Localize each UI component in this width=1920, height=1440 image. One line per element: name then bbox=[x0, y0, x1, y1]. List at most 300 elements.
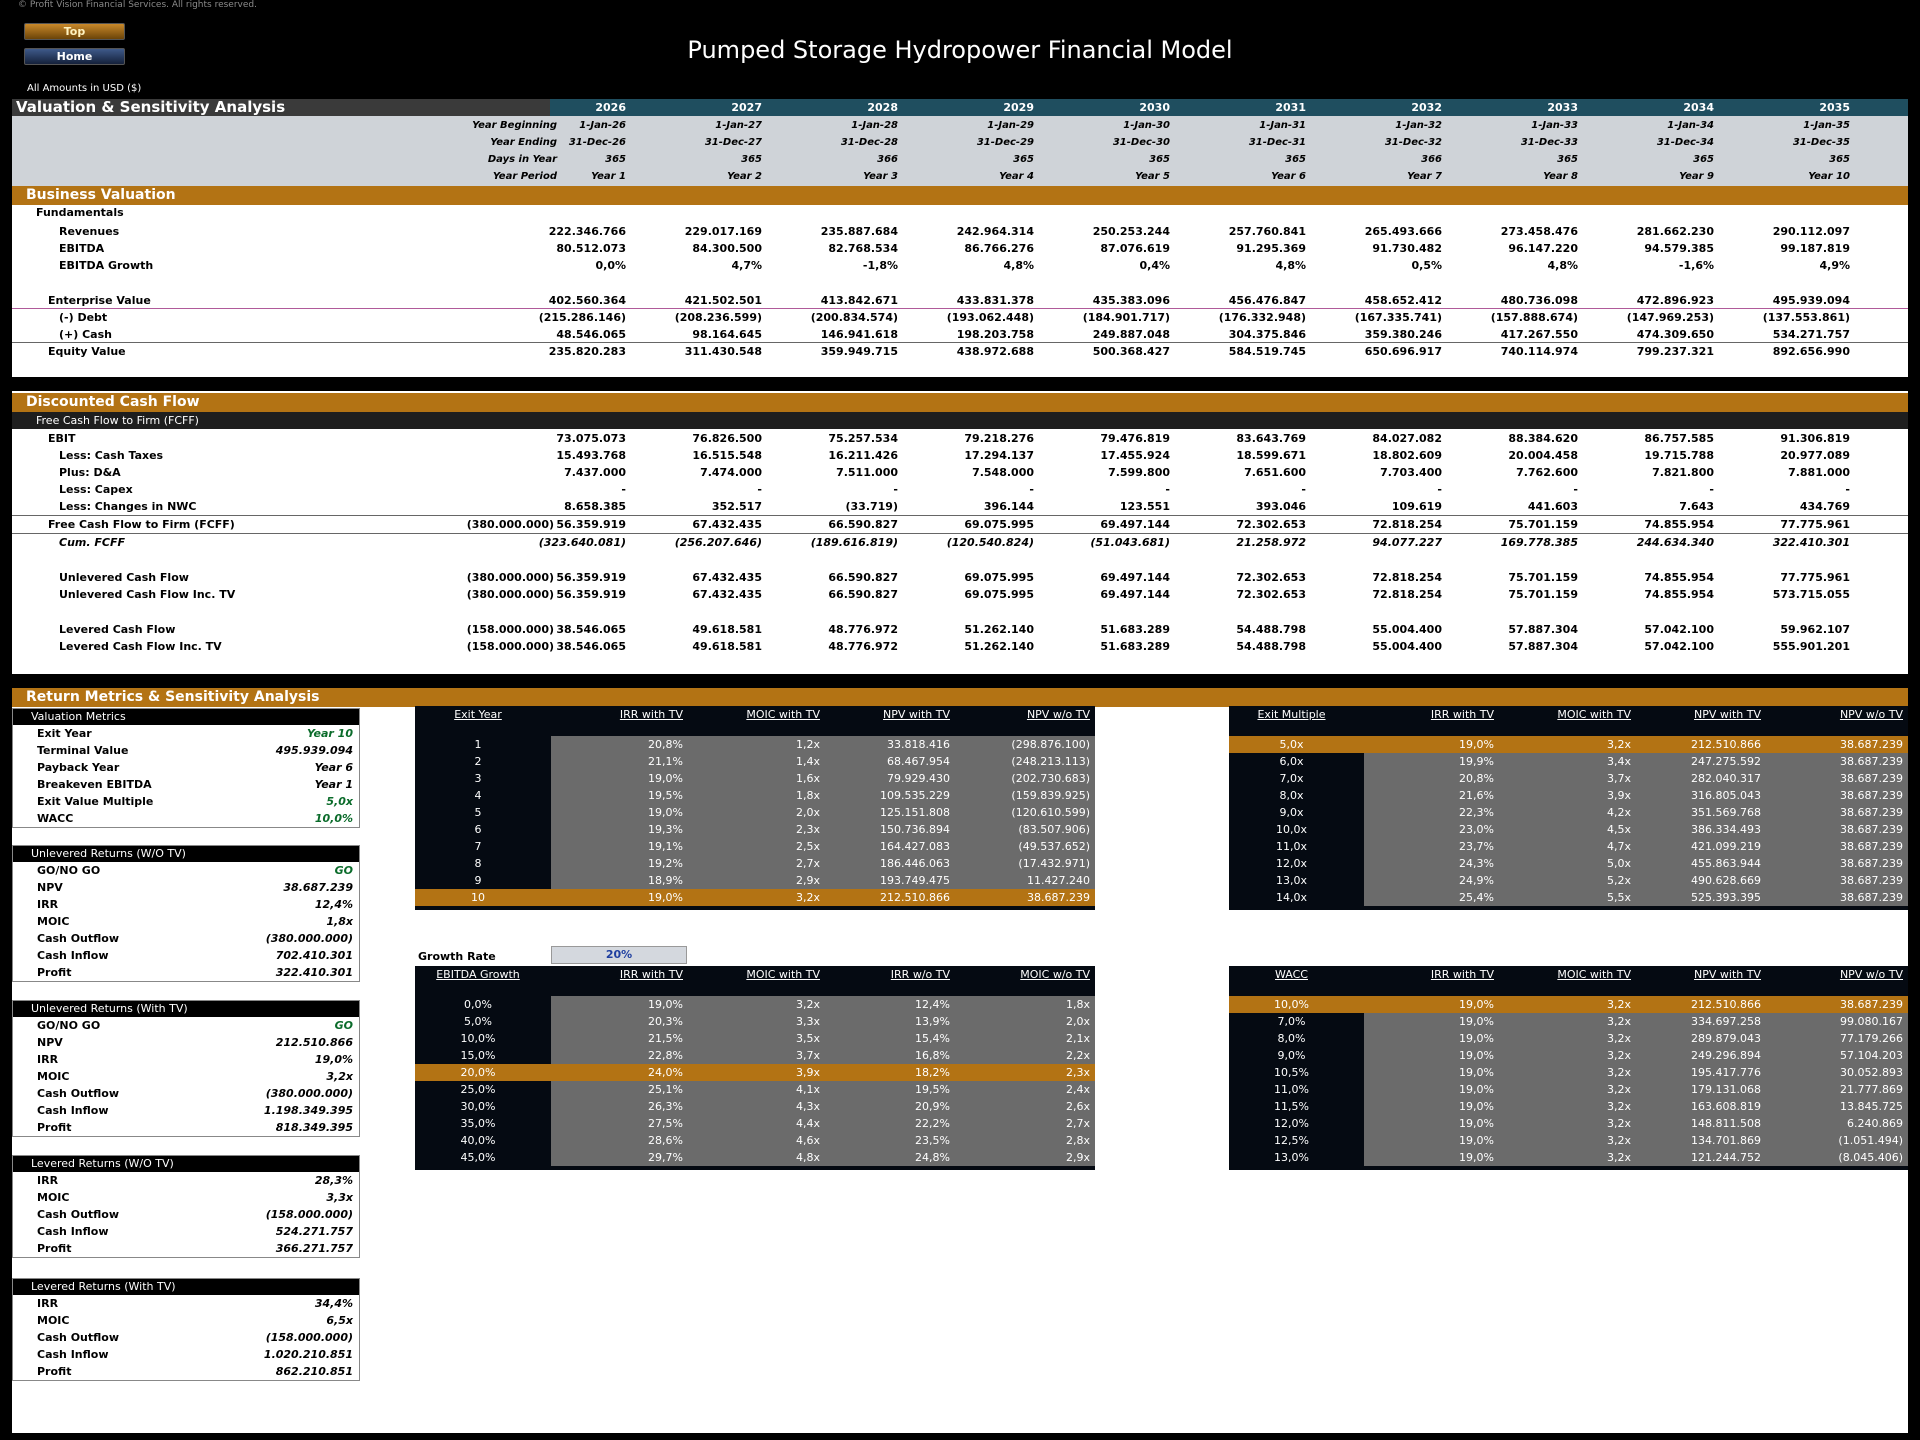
table-cell: 9 bbox=[474, 874, 482, 887]
value-cell: 20.004.458 bbox=[1508, 449, 1578, 462]
row-label: (-) Debt bbox=[59, 311, 108, 324]
table-cell: 289.879.043 bbox=[1691, 1032, 1761, 1045]
table-cell: 19,0% bbox=[1459, 998, 1494, 1011]
value-cell: 91.295.369 bbox=[1236, 242, 1306, 255]
table-cell: 26,3% bbox=[648, 1100, 683, 1113]
metric-row bbox=[13, 1119, 359, 1136]
table-cell: 316.805.043 bbox=[1691, 789, 1761, 802]
data-row bbox=[12, 534, 1908, 551]
table-cell: 10,5% bbox=[1274, 1066, 1309, 1079]
table-cell: 249.296.894 bbox=[1691, 1049, 1761, 1062]
value-cell: 48.776.972 bbox=[828, 623, 898, 636]
value-cell: 84.027.082 bbox=[1372, 432, 1442, 445]
metric-row bbox=[13, 1363, 359, 1380]
value-cell: 21.258.972 bbox=[1236, 536, 1306, 549]
table-row bbox=[1229, 1013, 1908, 1030]
value-cell: 322.410.301 bbox=[1772, 536, 1850, 549]
value-cell: -1,6% bbox=[1678, 259, 1714, 272]
table-cell: 2,7x bbox=[795, 857, 820, 870]
value-cell: 435.383.096 bbox=[1092, 294, 1170, 307]
table-cell: 163.608.819 bbox=[1691, 1100, 1761, 1113]
header-days-cell: 365 bbox=[1557, 154, 1578, 165]
table-cell: 19,0% bbox=[1459, 1100, 1494, 1113]
top-button[interactable]: Top bbox=[24, 23, 125, 40]
value-cell: (176.332.948) bbox=[1218, 311, 1306, 324]
table-cell: 22,8% bbox=[648, 1049, 683, 1062]
table-header-cell: IRR with TV bbox=[619, 968, 683, 981]
header-period-cell: Year 2 bbox=[727, 171, 762, 182]
table-row bbox=[1229, 996, 1908, 1013]
table-row bbox=[415, 1081, 1095, 1098]
year-2031: 2031 bbox=[1275, 101, 1306, 114]
value-cell: 359.380.246 bbox=[1364, 328, 1442, 341]
table-row bbox=[1229, 1081, 1908, 1098]
table-cell: 33.818.416 bbox=[887, 738, 950, 751]
table-cell: 193.749.475 bbox=[880, 874, 950, 887]
value-cell: 500.368.427 bbox=[1092, 345, 1170, 358]
value-cell: 76.826.500 bbox=[692, 432, 762, 445]
value-cell: 59.962.107 bbox=[1780, 623, 1850, 636]
value-cell: 257.760.841 bbox=[1228, 225, 1306, 238]
metric-row bbox=[13, 776, 359, 793]
table-cell: 13,0% bbox=[1274, 1151, 1309, 1164]
table-header-cell: WACC bbox=[1275, 968, 1308, 981]
table-cell: 3,2x bbox=[1606, 1032, 1631, 1045]
table-row bbox=[415, 1030, 1095, 1047]
metric-value: 38.687.239 bbox=[283, 881, 353, 894]
header-days-cell: 365 bbox=[1693, 154, 1714, 165]
value-cell: 83.643.769 bbox=[1236, 432, 1306, 445]
table-header-cell: IRR with TV bbox=[1430, 708, 1494, 721]
row-label: Levered Cash Flow Inc. TV bbox=[59, 640, 222, 653]
value-cell: (167.335.741) bbox=[1354, 311, 1442, 324]
value-cell: 51.262.140 bbox=[964, 623, 1034, 636]
table-cell: 21,5% bbox=[648, 1032, 683, 1045]
table-header-cell: Exit Multiple bbox=[1257, 708, 1326, 721]
year-header-bar bbox=[12, 99, 1908, 116]
value-cell: 57.887.304 bbox=[1508, 640, 1578, 653]
table-row bbox=[415, 1149, 1095, 1166]
value-cell: 146.941.618 bbox=[820, 328, 898, 341]
value-cell: 72.302.653 bbox=[1236, 588, 1306, 601]
row-label: EBITDA bbox=[59, 242, 105, 255]
table-row bbox=[1229, 1098, 1908, 1115]
table-cell: 11,0x bbox=[1275, 840, 1307, 853]
table-cell: 4,6x bbox=[795, 1134, 820, 1147]
table-cell: 12,5% bbox=[1274, 1134, 1309, 1147]
table-cell: 25,0% bbox=[460, 1083, 496, 1096]
value-cell: 94.579.385 bbox=[1644, 242, 1714, 255]
table-row bbox=[415, 996, 1095, 1013]
table-cell: 38.687.239 bbox=[1840, 857, 1903, 870]
table-cell: 2,3x bbox=[1065, 1066, 1090, 1079]
value-cell: 56.359.919 bbox=[556, 571, 626, 584]
metric-label: IRR bbox=[37, 1174, 59, 1187]
table-cell: 38.687.239 bbox=[1840, 823, 1903, 836]
table-cell: 19,0% bbox=[1459, 1032, 1494, 1045]
value-cell: 67.432.435 bbox=[692, 588, 762, 601]
table-header-cell: IRR w/o TV bbox=[890, 968, 950, 981]
table-cell: 4,8x bbox=[795, 1151, 820, 1164]
metric-value: 12,4% bbox=[314, 898, 353, 911]
value-cell: - bbox=[893, 483, 898, 496]
table-cell: 25,1% bbox=[648, 1083, 683, 1096]
value-cell: 69.075.995 bbox=[964, 588, 1034, 601]
table-cell: 11,0% bbox=[1274, 1083, 1309, 1096]
value-cell: 69.075.995 bbox=[964, 518, 1034, 531]
value-cell: 7.474.000 bbox=[700, 466, 762, 479]
table-cell: 1 bbox=[474, 738, 482, 751]
table-cell: 9,0x bbox=[1279, 806, 1304, 819]
value-cell: 49.618.581 bbox=[692, 623, 762, 636]
value-cell: 66.590.827 bbox=[828, 571, 898, 584]
table-cell: 1,8x bbox=[1065, 998, 1090, 1011]
value-cell: (137.553.861) bbox=[1762, 311, 1850, 324]
table-cell: 1,2x bbox=[795, 738, 820, 751]
value-cell: 91.730.482 bbox=[1372, 242, 1442, 255]
value-cell: 79.218.276 bbox=[964, 432, 1034, 445]
metric-row bbox=[13, 1034, 359, 1051]
metric-row bbox=[13, 1189, 359, 1206]
table-cell: 38.687.239 bbox=[1840, 998, 1903, 1011]
table-cell: 150.736.894 bbox=[880, 823, 950, 836]
table-cell: 28,6% bbox=[648, 1134, 683, 1147]
metric-label: Terminal Value bbox=[37, 744, 129, 757]
table-cell: 19,0% bbox=[1459, 1049, 1494, 1062]
header-period-cell: Year 5 bbox=[1135, 171, 1170, 182]
row-label: Free Cash Flow to Firm (FCFF) bbox=[48, 518, 235, 531]
table-cell: (202.730.683) bbox=[1011, 772, 1090, 785]
value-cell: (208.236.599) bbox=[674, 311, 762, 324]
table-header-cell: IRR with TV bbox=[1430, 968, 1494, 981]
value-cell: - bbox=[1709, 483, 1714, 496]
year-2027: 2027 bbox=[731, 101, 762, 114]
value-cell: 4,8% bbox=[1275, 259, 1306, 272]
value-cell: 0,0% bbox=[595, 259, 626, 272]
value-cell: (193.062.448) bbox=[946, 311, 1034, 324]
table-cell: 1,6x bbox=[795, 772, 820, 785]
table-row bbox=[1229, 1149, 1908, 1166]
table-cell: 3 bbox=[474, 772, 482, 785]
header-begin-cell: 1-Jan-33 bbox=[1531, 120, 1578, 131]
table-cell: 134.701.869 bbox=[1691, 1134, 1761, 1147]
value-cell: 413.842.671 bbox=[820, 294, 898, 307]
row-label: Equity Value bbox=[48, 345, 126, 358]
table-cell: 179.131.068 bbox=[1691, 1083, 1761, 1096]
table-row bbox=[1229, 1047, 1908, 1064]
growth-rate-input[interactable]: 20% bbox=[551, 946, 687, 964]
value-cell: 57.042.100 bbox=[1644, 640, 1714, 653]
initial-cell: (158.000.000) bbox=[466, 623, 554, 636]
table-cell: 24,9% bbox=[1459, 874, 1494, 887]
metric-value: 366.271.757 bbox=[275, 1242, 353, 1255]
metric-row bbox=[13, 913, 359, 930]
table-cell: 6 bbox=[474, 823, 482, 836]
metric-label: Cash Outflow bbox=[37, 1208, 120, 1221]
metric-label: Cash Inflow bbox=[37, 1348, 109, 1361]
table-cell: 20,8% bbox=[1459, 772, 1494, 785]
data-row bbox=[12, 464, 1908, 481]
sensitivity-table-t4 bbox=[1229, 966, 1908, 1170]
value-cell: 7.703.400 bbox=[1380, 466, 1442, 479]
value-cell: 16.211.426 bbox=[828, 449, 898, 462]
header-period-cell: Year 7 bbox=[1407, 171, 1442, 182]
value-cell: 80.512.073 bbox=[556, 242, 626, 255]
home-button[interactable]: Home bbox=[24, 48, 125, 65]
table-cell: 5,0% bbox=[464, 1015, 492, 1028]
table-row bbox=[1229, 804, 1908, 821]
data-row bbox=[12, 223, 1908, 240]
table-cell: 10 bbox=[471, 891, 485, 904]
table-cell: 6,0x bbox=[1279, 755, 1304, 768]
table-cell: 19,1% bbox=[648, 840, 683, 853]
row-label: Levered Cash Flow bbox=[59, 623, 176, 636]
table-row bbox=[415, 1047, 1095, 1064]
metric-row bbox=[13, 1051, 359, 1068]
value-cell: 244.634.340 bbox=[1636, 536, 1714, 549]
table-header-cell: MOIC with TV bbox=[746, 708, 820, 721]
data-row bbox=[12, 498, 1908, 515]
value-cell: 555.901.201 bbox=[1772, 640, 1850, 653]
value-cell: 72.818.254 bbox=[1372, 588, 1442, 601]
value-cell: 892.656.990 bbox=[1772, 345, 1850, 358]
table-cell: 121.244.752 bbox=[1691, 1151, 1761, 1164]
table-cell: 2,7x bbox=[1065, 1117, 1090, 1130]
table-cell: 30.052.893 bbox=[1840, 1066, 1903, 1079]
table-cell: 19,0% bbox=[1459, 738, 1494, 751]
table-cell: 3,2x bbox=[1606, 1066, 1631, 1079]
table-cell: 10,0% bbox=[460, 1032, 496, 1045]
metric-value: (158.000.000) bbox=[265, 1331, 353, 1344]
value-cell: 7.762.600 bbox=[1516, 466, 1578, 479]
table-cell: 4 bbox=[474, 789, 482, 802]
table-cell: 22,3% bbox=[1459, 806, 1494, 819]
metrics-box-title: Levered Returns (With TV) bbox=[13, 1279, 359, 1295]
table-cell: 2,3x bbox=[795, 823, 820, 836]
metric-value: 702.410.301 bbox=[275, 949, 353, 962]
table-cell: 0,0% bbox=[464, 998, 492, 1011]
value-cell: 69.075.995 bbox=[964, 571, 1034, 584]
value-cell: 75.701.159 bbox=[1508, 571, 1578, 584]
value-cell: 311.430.548 bbox=[684, 345, 762, 358]
value-cell: 7.643 bbox=[1679, 500, 1714, 513]
value-cell: 94.077.227 bbox=[1372, 536, 1442, 549]
table-cell: 13.845.725 bbox=[1840, 1100, 1903, 1113]
table-cell: (49.537.652) bbox=[1018, 840, 1090, 853]
metric-label: GO/NO GO bbox=[37, 1019, 101, 1032]
metric-row bbox=[13, 793, 359, 810]
table-cell: 8,0% bbox=[1277, 1032, 1306, 1045]
metric-row bbox=[13, 1295, 359, 1312]
value-cell: 72.302.653 bbox=[1236, 571, 1306, 584]
value-cell: 472.896.923 bbox=[1636, 294, 1714, 307]
table-cell: 247.275.592 bbox=[1691, 755, 1761, 768]
table-cell: 24,0% bbox=[648, 1066, 683, 1079]
value-cell: 66.590.827 bbox=[828, 588, 898, 601]
header-period-cell: Year 9 bbox=[1679, 171, 1714, 182]
value-cell: 222.346.766 bbox=[548, 225, 626, 238]
metric-value: 862.210.851 bbox=[275, 1365, 353, 1378]
table-cell: 3,2x bbox=[1606, 1151, 1631, 1164]
metric-label: Exit Year bbox=[37, 727, 92, 740]
value-cell: (51.043.681) bbox=[1090, 536, 1170, 549]
header-begin-cell: 1-Jan-27 bbox=[715, 120, 762, 131]
value-cell: 438.972.688 bbox=[956, 345, 1034, 358]
table-cell: 30,0% bbox=[460, 1100, 496, 1113]
value-cell: 72.302.653 bbox=[1236, 518, 1306, 531]
row-label: Less: Changes in NWC bbox=[59, 500, 197, 513]
table-cell: 45,0% bbox=[460, 1151, 496, 1164]
metric-row bbox=[13, 862, 359, 879]
value-cell: 434.769 bbox=[1799, 500, 1850, 513]
header-period-cell: Year 10 bbox=[1808, 171, 1850, 182]
data-row bbox=[12, 257, 1908, 274]
table-cell: 2,0x bbox=[1065, 1015, 1090, 1028]
header-label-period: Year Period bbox=[492, 171, 557, 182]
table-cell: (83.507.906) bbox=[1018, 823, 1090, 836]
metric-value: Year 1 bbox=[314, 778, 353, 791]
value-cell: 17.294.137 bbox=[964, 449, 1034, 462]
value-cell: 265.493.666 bbox=[1364, 225, 1442, 238]
metric-row bbox=[13, 1312, 359, 1329]
year-2029: 2029 bbox=[1003, 101, 1034, 114]
metric-value: GO bbox=[334, 864, 353, 877]
metric-row bbox=[13, 1068, 359, 1085]
table-row bbox=[415, 1013, 1095, 1030]
metric-label: Profit bbox=[37, 966, 72, 979]
value-cell: (189.616.819) bbox=[810, 536, 898, 549]
table-cell: 195.417.776 bbox=[1691, 1066, 1761, 1079]
value-cell: 87.076.619 bbox=[1100, 242, 1170, 255]
metric-value: 5,0x bbox=[326, 795, 353, 808]
value-cell: 433.831.378 bbox=[956, 294, 1034, 307]
table-cell: 25,4% bbox=[1459, 891, 1494, 904]
row-label: Unlevered Cash Flow Inc. TV bbox=[59, 588, 236, 601]
table-cell: (120.610.599) bbox=[1011, 806, 1090, 819]
table-cell: 68.467.954 bbox=[887, 755, 950, 768]
table-cell: 11.427.240 bbox=[1027, 874, 1090, 887]
metric-row bbox=[13, 1085, 359, 1102]
table-row bbox=[1229, 821, 1908, 838]
header-label-end: Year Ending bbox=[490, 137, 557, 148]
row-label: Cum. FCFF bbox=[59, 536, 125, 549]
metric-row bbox=[13, 1206, 359, 1223]
table-header-cell: IRR with TV bbox=[619, 708, 683, 721]
table-cell: 21,1% bbox=[648, 755, 683, 768]
header-end-cell: 31-Dec-35 bbox=[1792, 137, 1850, 148]
metric-value: Year 10 bbox=[307, 727, 353, 740]
value-cell: 573.715.055 bbox=[1772, 588, 1850, 601]
table-cell: 3,2x bbox=[1606, 1049, 1631, 1062]
value-cell: 198.203.758 bbox=[956, 328, 1034, 341]
data-row bbox=[12, 430, 1908, 447]
table-cell: 1,4x bbox=[795, 755, 820, 768]
table-cell: 19,0% bbox=[1459, 1151, 1494, 1164]
header-end-cell: 31-Dec-27 bbox=[704, 137, 762, 148]
year-info-block bbox=[12, 116, 1908, 186]
table-header-cell: NPV with TV bbox=[1694, 968, 1761, 981]
data-row bbox=[12, 586, 1908, 603]
value-cell: 480.736.098 bbox=[1500, 294, 1578, 307]
table-cell: 38.687.239 bbox=[1840, 840, 1903, 853]
header-period-cell: Year 1 bbox=[591, 171, 626, 182]
value-cell: 359.949.715 bbox=[820, 345, 898, 358]
value-cell: (215.286.146) bbox=[538, 311, 626, 324]
metric-row bbox=[13, 725, 359, 742]
metrics-box-title: Unlevered Returns (W/O TV) bbox=[13, 846, 359, 862]
value-cell: 242.964.314 bbox=[956, 225, 1034, 238]
header-end-cell: 31-Dec-31 bbox=[1248, 137, 1306, 148]
value-cell: 534.271.757 bbox=[1772, 328, 1850, 341]
table-cell: 38.687.239 bbox=[1840, 891, 1903, 904]
metric-value: 1.198.349.395 bbox=[263, 1104, 353, 1117]
row-label: Unlevered Cash Flow bbox=[59, 571, 189, 584]
table-cell: 148.811.508 bbox=[1691, 1117, 1761, 1130]
header-days-cell: 366 bbox=[1421, 154, 1442, 165]
table-cell: 12,0x bbox=[1275, 857, 1307, 870]
table-cell: 125.151.808 bbox=[880, 806, 950, 819]
table-cell: 5,0x bbox=[1606, 857, 1631, 870]
table-cell: 38.687.239 bbox=[1840, 755, 1903, 768]
value-cell: 8.658.385 bbox=[564, 500, 626, 513]
table-cell: 2,0x bbox=[795, 806, 820, 819]
metric-label: NPV bbox=[37, 881, 63, 894]
table-cell: 4,1x bbox=[795, 1083, 820, 1096]
table-cell: 22,2% bbox=[915, 1117, 950, 1130]
sensitivity-table-t2 bbox=[1229, 706, 1908, 910]
header-days-cell: 365 bbox=[1013, 154, 1034, 165]
metric-value: 3,2x bbox=[326, 1070, 353, 1083]
value-cell: 421.502.501 bbox=[684, 294, 762, 307]
table-cell: 38.687.239 bbox=[1027, 891, 1090, 904]
metric-row bbox=[13, 947, 359, 964]
page-title: Pumped Storage Hydropower Financial Model bbox=[687, 36, 1233, 64]
value-cell: 235.820.283 bbox=[548, 345, 626, 358]
table-row bbox=[415, 1064, 1095, 1081]
table-row bbox=[415, 872, 1095, 889]
metrics-box bbox=[12, 1155, 360, 1258]
table-cell: 15,4% bbox=[915, 1032, 950, 1045]
value-cell: 7.881.000 bbox=[1788, 466, 1850, 479]
value-cell: 54.488.798 bbox=[1236, 640, 1306, 653]
metric-value: 322.410.301 bbox=[275, 966, 353, 979]
value-cell: 7.548.000 bbox=[972, 466, 1034, 479]
table-cell: 2,9x bbox=[1065, 1151, 1090, 1164]
value-cell: 0,5% bbox=[1411, 259, 1442, 272]
value-cell: - bbox=[757, 483, 762, 496]
value-cell: 7.437.000 bbox=[564, 466, 626, 479]
value-cell: 799.237.321 bbox=[1636, 345, 1714, 358]
table-cell: 21,6% bbox=[1459, 789, 1494, 802]
table-cell: 40,0% bbox=[460, 1134, 496, 1147]
table-cell: 2,5x bbox=[795, 840, 820, 853]
row-label: Plus: D&A bbox=[59, 466, 121, 479]
value-cell: 4,8% bbox=[1547, 259, 1578, 272]
value-cell: 74.855.954 bbox=[1644, 588, 1714, 601]
table-cell: 3,2x bbox=[1606, 1015, 1631, 1028]
table-cell: 4,3x bbox=[795, 1100, 820, 1113]
row-label: EBITDA Growth bbox=[59, 259, 154, 272]
data-row bbox=[12, 292, 1908, 309]
section-title: Valuation & Sensitivity Analysis bbox=[16, 98, 286, 116]
header-begin-cell: 1-Jan-28 bbox=[851, 120, 898, 131]
table-row bbox=[415, 889, 1095, 906]
table-row bbox=[1229, 753, 1908, 770]
header-begin-cell: 1-Jan-26 bbox=[579, 120, 626, 131]
table-cell: 57.104.203 bbox=[1840, 1049, 1903, 1062]
value-cell: 458.652.412 bbox=[1364, 294, 1442, 307]
metric-label: WACC bbox=[37, 812, 74, 825]
